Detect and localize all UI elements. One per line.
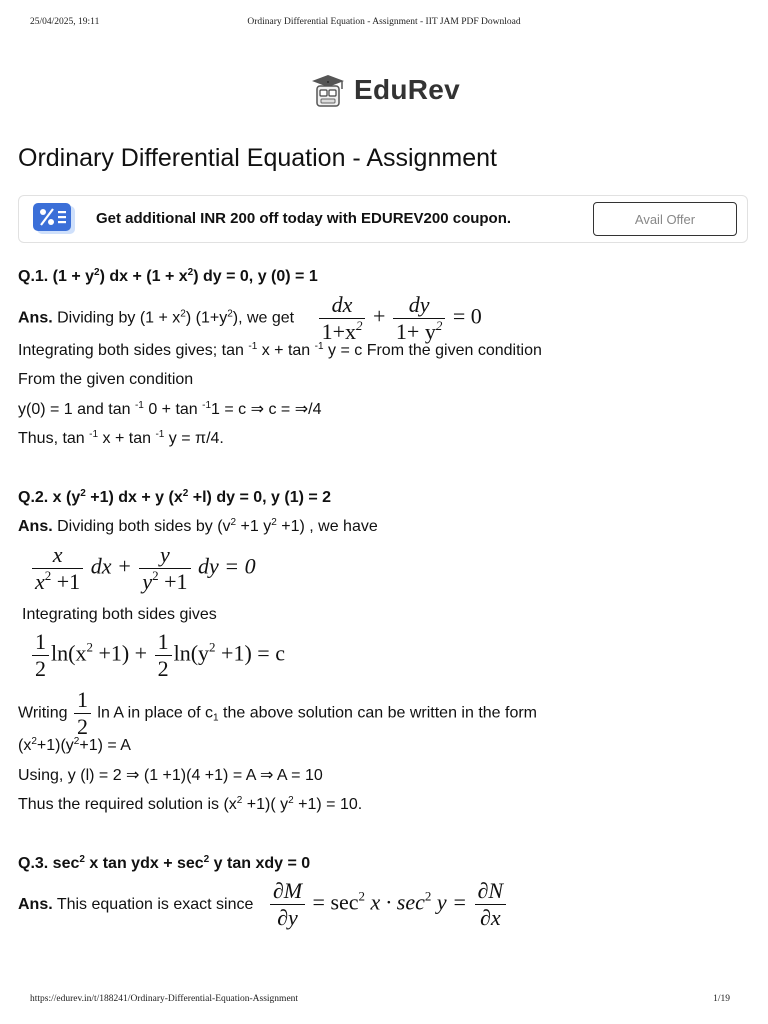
q1-answer-intro: Ans. Dividing by $(1 + x^2)$ $(1+y^2)$, we get $\frac{dx}{1+x^2}$ + $\frac{dy}{1+ y^2}$ = 0 [18,291,482,344]
graduation-cap-robot-icon [308,72,348,108]
print-header [30,17,738,31]
q1-line-4: Thus, tan $^{-1}$ x + tan $^{-1}$ y = π/4. [18,429,224,447]
q1-line-3: y(0) = 1 and tan $^{-1}$ 0 + tan $^{-1}$1 = c ⇒ c = ⇒/4 [18,399,322,418]
q1-line-1: Integrating both sides gives; tan $^{-1}$ x + tan $^{-1}$ y = c From the given condition [18,340,542,359]
print-datetime: 25/04/2025, 19:11 [30,17,100,27]
q3-answer-intro: Ans. This equation is exact since $\frac{\partial M}{\partial y}$ = $\sec^2 x \cdot \sec^2 y$ = $\frac{\partial N}{\partial x}$ [18,878,748,932]
page-title: Ordinary Differential Equation - Assignment [18,144,497,172]
q2-equation-2: $\frac{1}{2}$ $\ln(x^2 +1)$ + $\frac{1}{2}$ $\ln(y^2 +1) = c$ [18,629,748,687]
brand-logo[interactable] [0,72,768,108]
q1-equation: $\frac{dx}{1+x^2}$ + $\frac{dy}{1+ y^2}$ = 0 [317,292,482,345]
offer-banner [18,195,748,243]
q2-line-1: Integrating both sides gives [22,605,217,623]
q3-equation: $\frac{\partial M}{\partial y}$ = $\sec^2 x \cdot \sec^2 y$ = $\frac{\partial N}{\partial x}$ [268,878,508,931]
brand-name: EduRev [353,74,461,105]
q2-heading: Q.2. x $(y^2 +1)$ dx + y $(x^2 +l)$ dy = 0, y (1) = 2 [18,487,332,506]
assignment-content [18,262,748,932]
q3-heading: Q.3. $\sec^2 x$ tan ydx + $\sec^2 y$ tan xdy = 0 [18,853,311,872]
print-doc-title: Ordinary Differential Equation - Assignment - IIT JAM PDF Download [247,17,521,27]
print-footer [30,994,738,1008]
avail-offer-button[interactable]: Avail Offer [593,202,737,236]
q2-answer-intro: Ans. Dividing both sides by ($v^2 +1$ $y^2 +1$) , we have [18,517,378,535]
page-number: 1/19 [713,994,730,1004]
q2-line-2: $(x^2+1)(y^2+1) = A$ [18,736,131,754]
discount-coupon-icon [31,200,81,240]
q2-writing-line: Writing $\frac{1}{2}$ ln A in place of $c_1$ the above solution can be written in the form [18,687,537,739]
q2-equation-1: $\frac{x}{x^2 +1}$ dx + $\frac{y}{y^2 +1}$ dy = 0 [18,542,748,600]
q2-line-4: Thus the required solution is $(x^2 +1)$( $y^2 +1) = 10$. [18,795,363,813]
q1-line-2: From the given condition [18,371,194,388]
q2-line-3: Using, y (l) = 2 ⇒ (1 +1)(4 +1) = A ⇒ A = 10 [18,766,323,784]
offer-text: Get additional INR 200 off today with EDUREV200 coupon. [96,210,512,227]
print-url[interactable]: https://edurev.in/t/188241/Ordinary-Differential-Equation-Assignment [30,994,299,1004]
q1-heading: Q.1. $(1 + y^2)$ dx + $(1 + x^2)$ dy = 0, y (0) = 1 [18,267,318,285]
